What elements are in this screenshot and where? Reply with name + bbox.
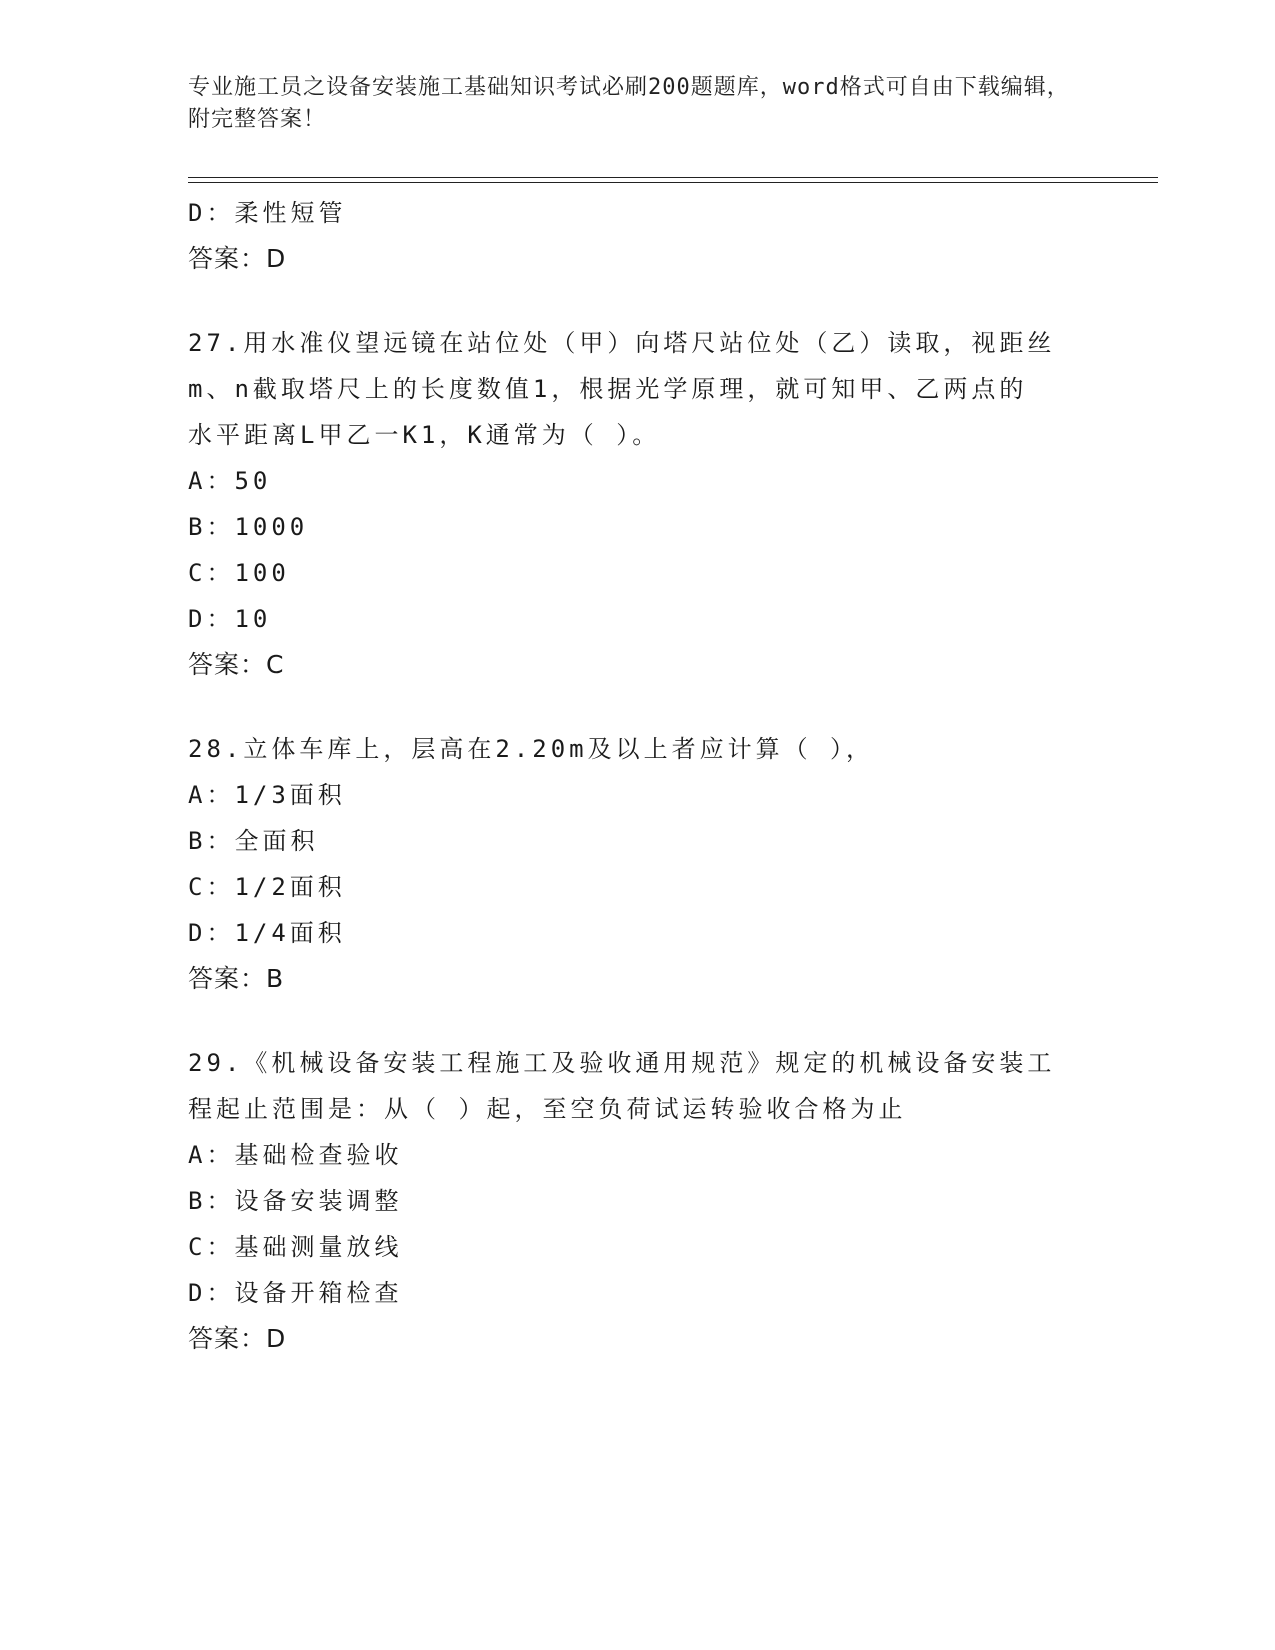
option-b: B：1000 — [188, 513, 309, 541]
header-rule-bottom — [188, 182, 1158, 183]
question-stem-line: 程起止范围是：从（ ）起，至空负荷试运转验收合格为止 — [188, 1095, 907, 1123]
question-28 — [188, 726, 1088, 1002]
question-stem-line: m、n截取塔尺上的长度数值1，根据光学原理，就可知甲、乙两点的 — [188, 375, 1028, 403]
question-stem-line: 29.《机械设备安装工程施工及验收通用规范》规定的机械设备安装工 — [188, 1049, 1056, 1077]
answer-line: 答案：D — [188, 244, 287, 273]
answer-line: 答案：C — [188, 650, 285, 679]
option-c: C：1/2面积 — [188, 873, 346, 901]
question-stem-line: 27.用水准仪望远镜在站位处（甲）向塔尺站位处（乙）读取，视距丝 — [188, 329, 1056, 357]
option-d: D：1/4面积 — [188, 919, 346, 947]
option-b: B：设备安装调整 — [188, 1187, 403, 1215]
document-body — [188, 190, 1088, 1362]
option-d: D：设备开箱检查 — [188, 1279, 403, 1307]
option-c: C：基础测量放线 — [188, 1233, 403, 1261]
option-c: C：100 — [188, 559, 290, 587]
question-29 — [188, 1040, 1088, 1362]
answer-line: 答案：D — [188, 1324, 287, 1353]
document-header: 专业施工员之设备安装施工基础知识考试必刷200题题库，word格式可自由下载编辑，附完整答案！ — [188, 75, 1070, 132]
question-stem-line: 28.立体车库上，层高在2.20m及以上者应计算（ ）， — [188, 735, 875, 763]
option-a: A：基础检查验收 — [188, 1141, 403, 1169]
option-d: D：10 — [188, 605, 272, 633]
answer-line: 答案：B — [188, 964, 285, 993]
header-rule-top — [188, 177, 1158, 178]
previous-question-fragment — [188, 190, 1088, 282]
question-stem-line: 水平距离L甲乙一K1，K通常为（ ）。 — [188, 421, 661, 449]
question-27 — [188, 320, 1088, 688]
option-b: B：全面积 — [188, 827, 319, 855]
option-a: A：50 — [188, 467, 272, 495]
option-a: A：1/3面积 — [188, 781, 346, 809]
option-d: D：柔性短管 — [188, 199, 347, 227]
